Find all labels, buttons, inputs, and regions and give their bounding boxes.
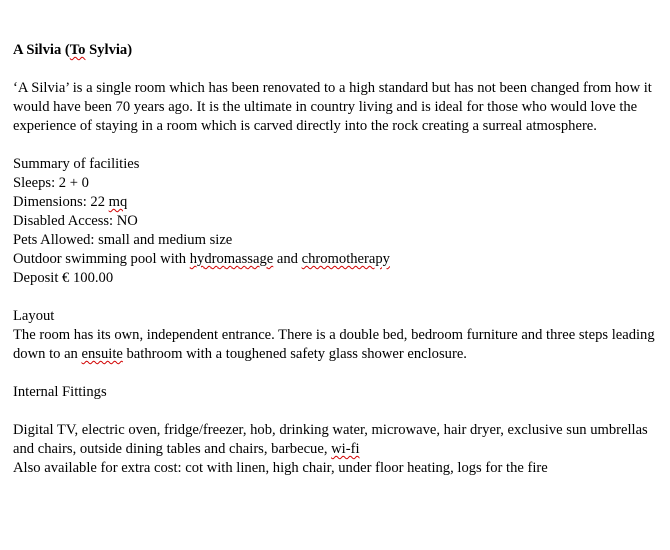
title-main: A Silvia ( [13,42,70,58]
summary-sleeps: Sleeps: 2 + 0 [13,175,89,191]
document-page [13,40,665,478]
summary-heading: Summary of facilities [13,156,140,172]
fittings-list [13,421,665,459]
summary-disabled-access: Disabled Access: NO [13,213,138,229]
fittings-extra-cost: Also available for extra cost: cot with linen, high chair, under floor heating, logs for the fire [13,460,548,476]
spacer [13,288,665,307]
fittings-text: Digital TV, electric oven, fridge/freezer, hob, drinking water, microwave, hair dryer, exclusive sun umbrellas and chairs, outside dining tables and chairs, barbecue, [13,422,648,457]
layout-word-ensuite: ensuite [81,346,123,362]
pool-word-hydromassage: hydromassage [189,251,274,267]
pool-mid: and [273,251,302,267]
fittings-word-wifi: wi-fi [331,441,360,457]
spacer [13,136,665,155]
fittings-heading: Internal Fittings [13,384,107,400]
layout-text-end: bathroom with a toughened safety glass shower enclosure. [122,346,467,362]
pool-word-chromotherapy: chromotherapy [301,251,390,267]
spacer [13,60,665,79]
layout-paragraph [13,326,665,364]
layout-text: The room has its own, independent entrance. There is a double bed, bedroom furniture and three steps leading down to an [13,327,655,362]
summary-dimensions [13,193,665,212]
summary-pool [13,250,665,269]
layout-heading: Layout [13,308,55,324]
pool-text: Outdoor swimming pool with [13,251,190,267]
spacer [13,364,665,383]
title-to-misspelled: To [69,42,86,58]
dimensions-text: Dimensions: 22 [13,194,109,210]
summary-deposit: Deposit € 100.00 [13,270,114,286]
spacer [13,402,665,421]
summary-pets: Pets Allowed: small and medium size [13,232,233,248]
document-title [13,40,665,60]
title-name: Sylvia) [85,42,133,58]
dimensions-unit-misspelled: mq [108,194,128,210]
intro-paragraph: ‘A Silvia’ is a single room which has been renovated to a high standard but has not been changed from how it would have been 70 years ago. It is the ultimate in country living and is ideal for those who would love the experience of staying in a room which is carved directly into the rock creating a surreal atmosphere. [13,80,652,134]
